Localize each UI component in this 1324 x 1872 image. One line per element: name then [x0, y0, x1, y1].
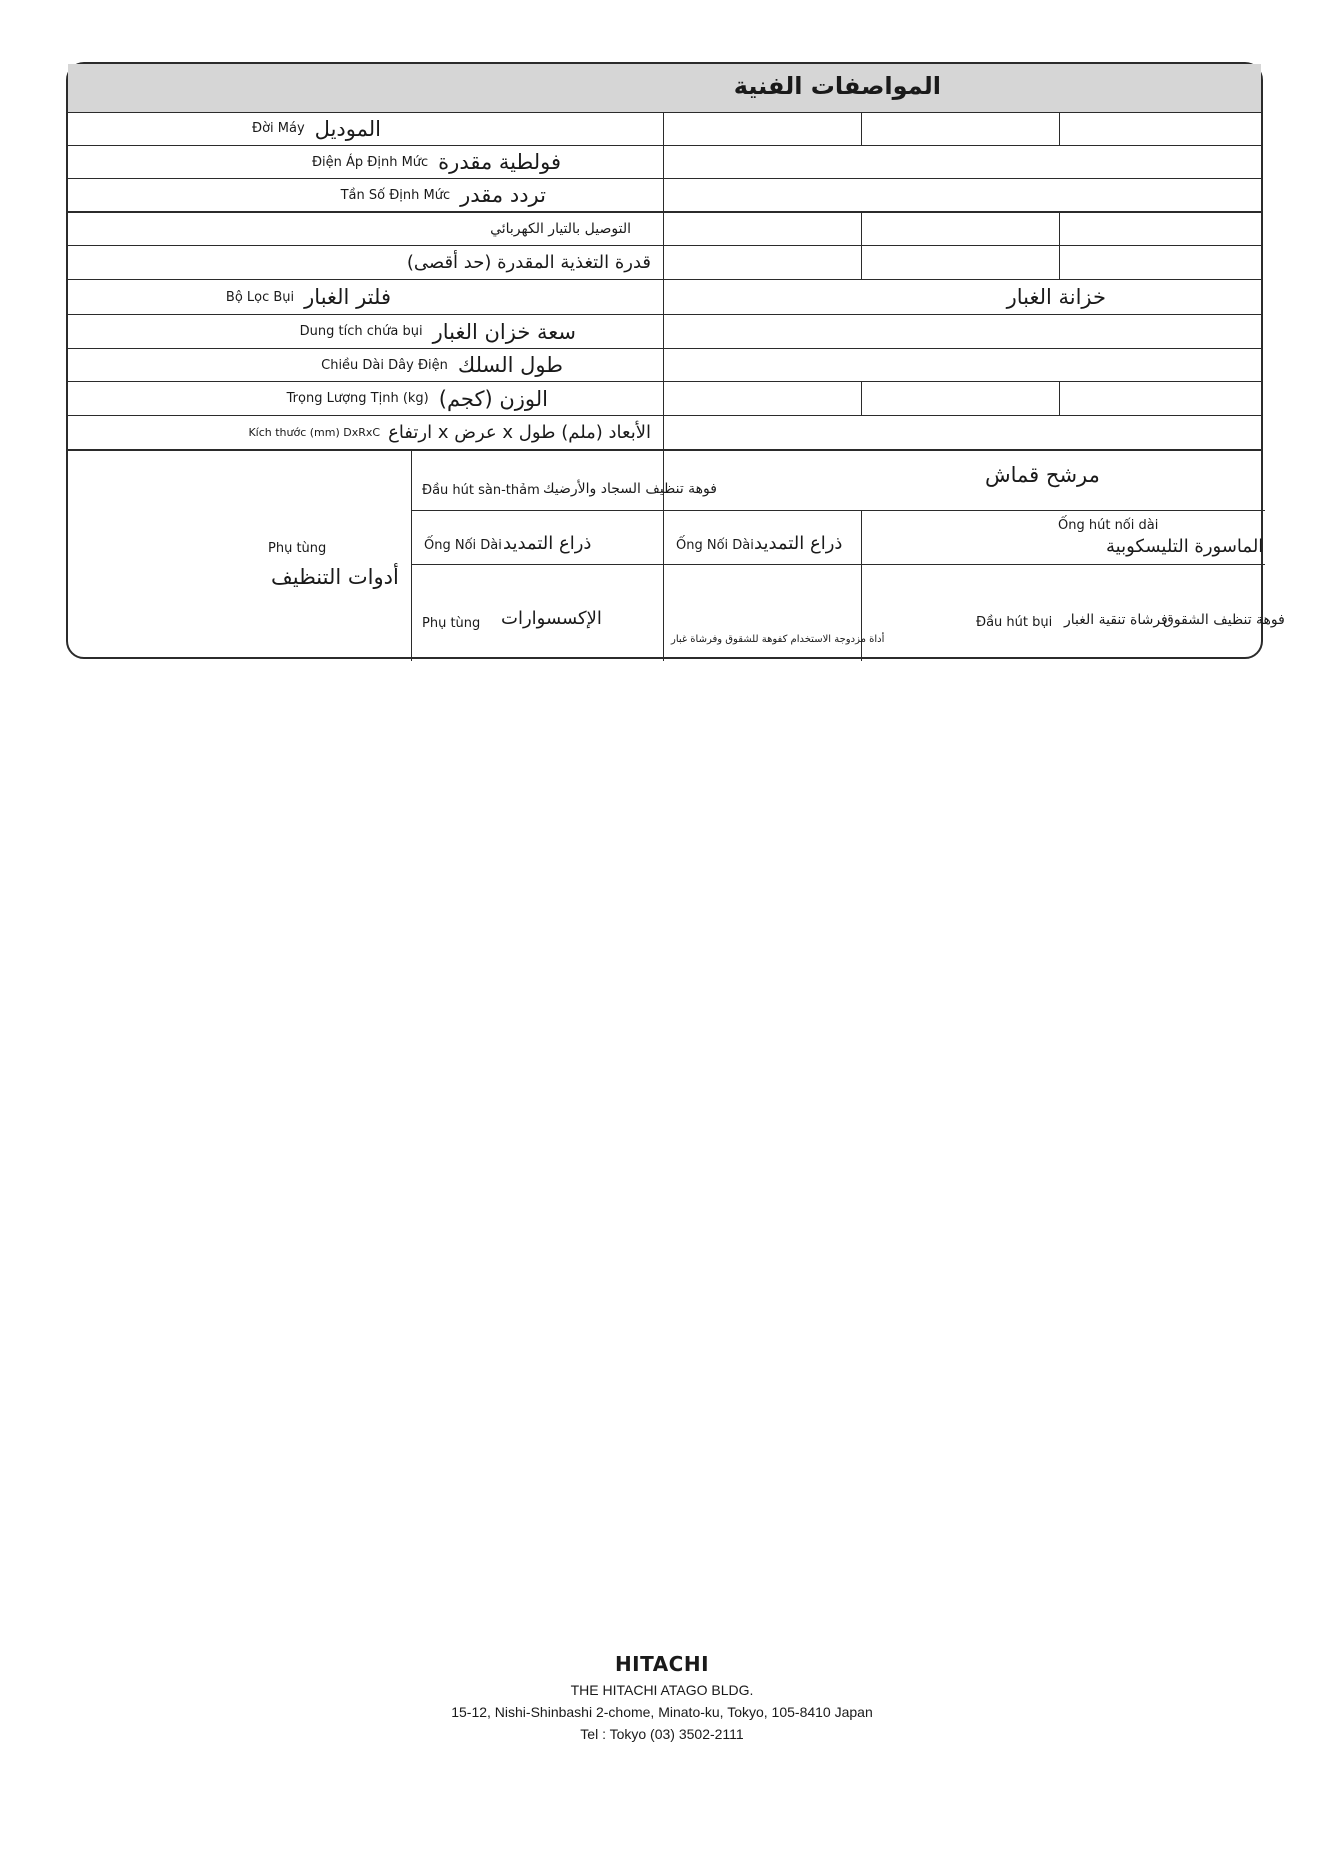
- extension-pipe-value-ar: ذراع التمديد: [754, 533, 843, 554]
- dust-brush-vi: Đầu hút bụi: [976, 615, 1053, 630]
- voltage-label-vi: Điện Áp Định Mức: [311, 154, 429, 170]
- frequency-label-ar: تردد مقدر: [460, 183, 546, 207]
- telescopic-pipe-vi: Ống hút nối dài: [1058, 518, 1159, 533]
- dimensions-label-vi: Kích thước (mm) DxRxC: [248, 426, 381, 439]
- floor-nozzle-label-ar: فوهة تنظيف السجاد والأرضيك: [543, 481, 717, 497]
- dust-capacity-label-vi: Dung tích chứa bụi: [299, 324, 423, 339]
- floor-nozzle-label-vi: Đầu hút sàn-thảm: [422, 483, 540, 498]
- table-title: المواصفات الفنية: [733, 72, 941, 100]
- dimensions-label-ar: الأبعاد (ملم) طول x عرض x ارتفاع: [388, 422, 651, 443]
- telescopic-pipe-ar: الماسورة التليسكوبية: [1106, 536, 1264, 557]
- parts-label-ar: الإكسسوارات: [501, 608, 602, 629]
- accessories-section-ar: أدوات التنظيف: [271, 565, 399, 589]
- row-dust-filter: [68, 280, 1261, 315]
- row-cord-length: [68, 349, 1261, 382]
- dust-capacity-label-ar: سعة خزان الغبار: [432, 319, 576, 344]
- model-label-ar: الموديل: [314, 116, 381, 141]
- cord-length-label-vi: Chiều Dài Dây Điện: [321, 357, 448, 373]
- dust-filter-label-ar: فلتر الغبار: [304, 285, 391, 309]
- rated-input-label-ar: قدرة التغذية المقدرة (حد أقصى): [406, 252, 651, 273]
- table-header: [68, 64, 1261, 113]
- row-frequency: [68, 179, 1261, 213]
- specifications-table: [66, 62, 1285, 659]
- row-net-weight: [68, 382, 1261, 416]
- net-weight-label-ar: الوزن (كجم): [438, 386, 548, 411]
- combo-tool-ar: أداة مزدوجة الاستخدام كفوهة للشقوق وفرشاة غبار: [671, 634, 885, 645]
- crevice-nozzle-ar: فوهة تنظيف الشقوق: [1163, 612, 1285, 628]
- footer-tel: Tel : Tokyo (03) 3502-2111: [580, 1726, 744, 1742]
- dust-brush-ar: فرشاة تنقية الغبار: [1064, 612, 1168, 628]
- extension-pipe-value-vi: Ống Nối Dài: [676, 538, 754, 553]
- row-model: [68, 112, 1261, 146]
- accessories-block: [68, 451, 1285, 661]
- row-rated-input: [68, 246, 1261, 280]
- extension-pipe-label-ar: ذراع التمديد: [503, 533, 592, 554]
- model-label-vi: Đời Máy: [252, 121, 305, 136]
- row-power-connection: [68, 213, 1261, 246]
- row-dimensions: [68, 416, 1261, 451]
- footer-building: THE HITACHI ATAGO BLDG.: [570, 1682, 754, 1698]
- net-weight-label-vi: Trọng Lượng Tịnh (kg): [286, 391, 429, 406]
- dust-filter-label-vi: Bộ Lọc Bụi: [225, 289, 295, 305]
- voltage-label-ar: فولطية مقدرة: [438, 150, 561, 174]
- frequency-label-vi: Tần Số Định Mức: [340, 187, 451, 203]
- footer-address: 15-12, Nishi-Shinbashi 2-chome, Minato-ku, Tokyo, 105-8410 Japan: [451, 1704, 873, 1720]
- footer-brand: HITACHI: [614, 1652, 710, 1676]
- cord-length-label-ar: طول السلك: [457, 353, 563, 377]
- accessories-section-vi: Phụ tùng: [268, 541, 327, 556]
- row-voltage: [68, 146, 1261, 179]
- row-dust-capacity: [68, 315, 1261, 349]
- power-connection-label-ar: التوصيل بالتيار الكهربائي: [490, 221, 631, 237]
- parts-label-vi: Phụ tùng: [422, 616, 481, 631]
- dust-filter-value-ar: خزانة الغبار: [1006, 285, 1106, 309]
- extension-pipe-label-vi: Ống Nối Dài: [424, 538, 502, 553]
- floor-nozzle-value-ar: مرشح قماش: [985, 463, 1100, 487]
